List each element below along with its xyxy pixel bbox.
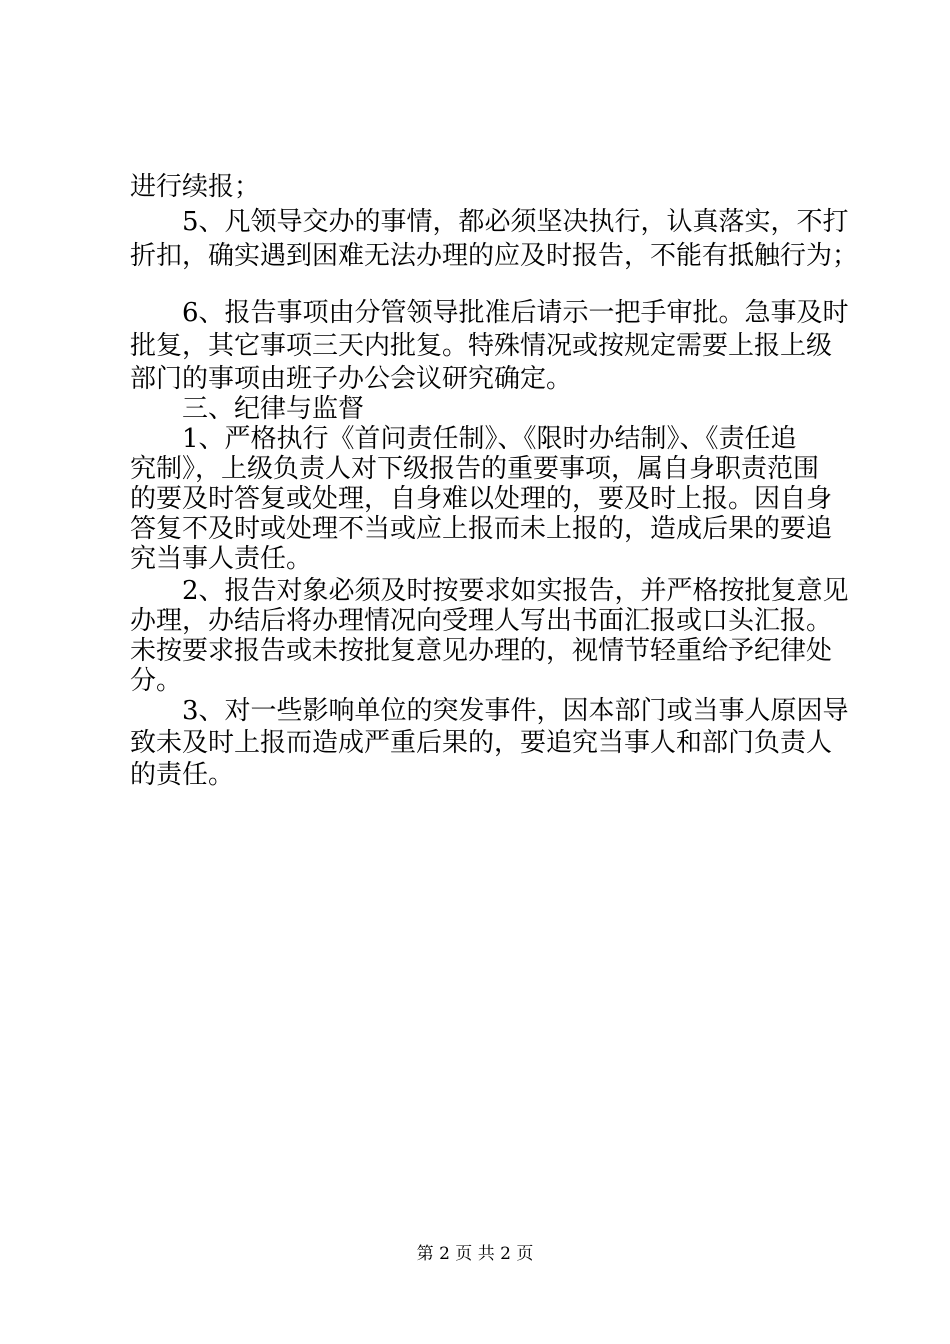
- text-line: 部门的事项由班子办公会议研究确定。: [130, 364, 573, 394]
- text-line: 究制》，上级负责人对下级报告的重要事项，属自身职责范围: [130, 454, 820, 484]
- text-line: 折扣，确实遇到困难无法办理的应及时报告，不能有抵触行为；: [130, 241, 859, 271]
- section-heading: 三、纪律与监督: [130, 394, 365, 424]
- text-line: 分。: [130, 666, 183, 696]
- text-line: 致未及时上报而造成严重后果的，要追究当事人和部门负责人: [130, 728, 833, 758]
- text-line: 答复不及时或处理不当或应上报而未上报的，造成后果的要追: [130, 514, 833, 544]
- text-line: 3、对一些影响单位的突发事件，因本部门或当事人原因导: [130, 696, 849, 726]
- text-line: 批复，其它事项三天内批复。特殊情况或按规定需要上报上级: [130, 331, 833, 361]
- text-line: 6、报告事项由分管领导批准后请示一把手审批。急事及时: [130, 298, 849, 328]
- text-line: 办理，办结后将办理情况向受理人写出书面汇报或口头汇报。: [130, 606, 833, 636]
- text-line: 5、凡领导交办的事情，都必须坚决执行，认真落实，不打: [130, 207, 849, 237]
- text-line: 的责任。: [130, 760, 235, 790]
- text-line: 进行续报；: [130, 172, 261, 202]
- text-line: 1、严格执行《首问责任制》、《限时办结制》、《责任追: [130, 424, 797, 454]
- text-line: 2、报告对象必须及时按要求如实报告，并严格按批复意见: [130, 576, 849, 606]
- text-line: 究当事人责任。: [130, 544, 313, 574]
- page-number-footer: 第 2 页 共 2 页: [416, 1244, 534, 1264]
- text-line: 的要及时答复或处理，自身难以处理的，要及时上报。因自身: [130, 484, 833, 514]
- text-line: 未按要求报告或未按批复意见办理的，视情节轻重给予纪律处: [130, 636, 833, 666]
